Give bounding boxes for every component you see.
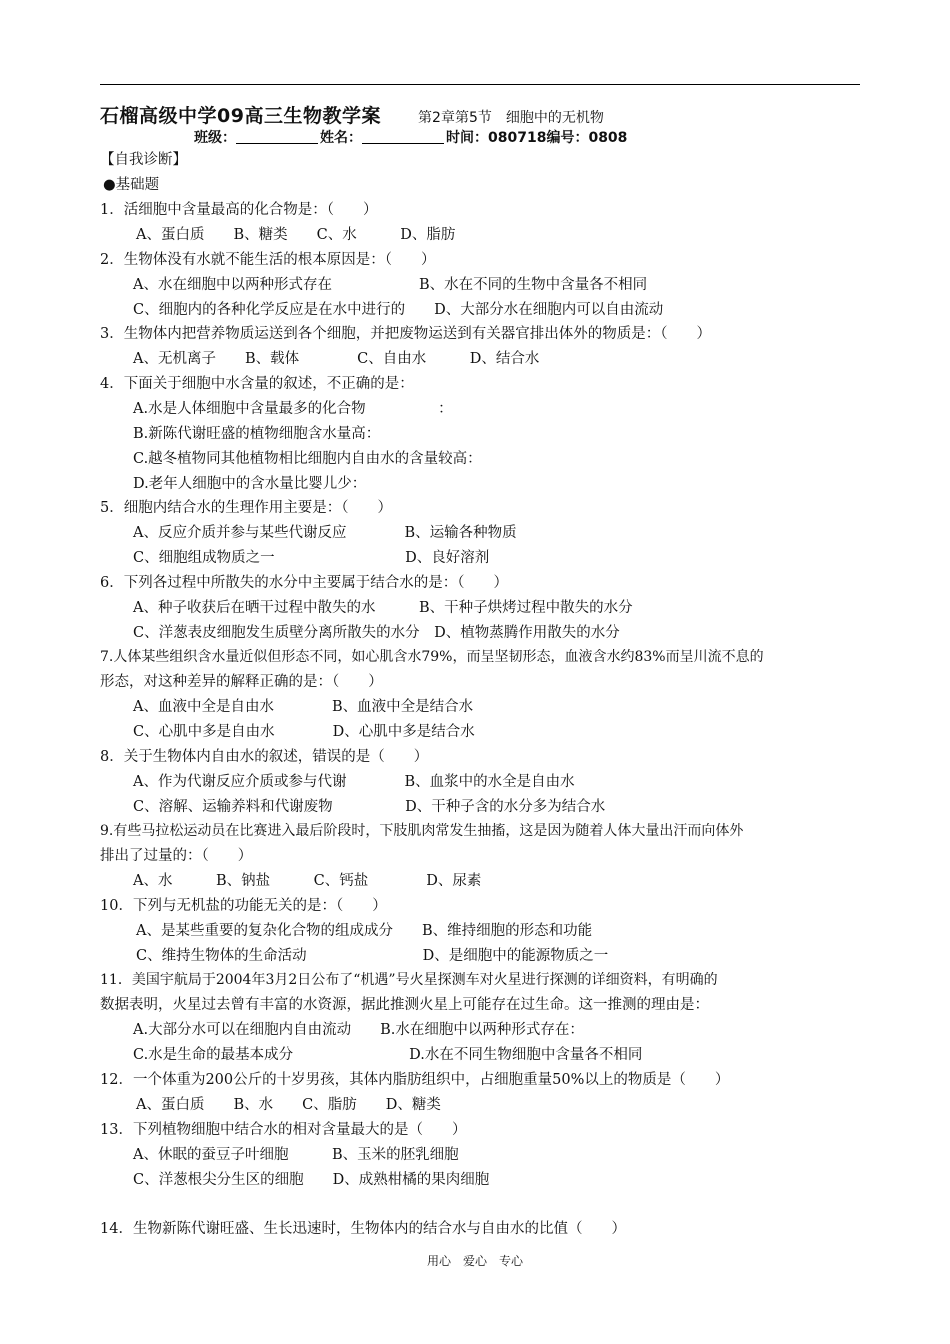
question-line: 11．美国宇航局于2004年3月2日公布了“机遇”号火星探测车对火星进行探测的详细资料，有明确的 [100, 972, 718, 988]
chapter-subtitle: 第2章第5节 细胞中的无机物 [418, 110, 604, 126]
option-line: C、细胞组成物质之一 D、良好溶剂 [133, 550, 490, 566]
question-line: 2．生物体没有水就不能生活的根本原因是：（ ） [100, 252, 436, 268]
option-line: A.大部分水可以在细胞内自由流动 B.水在细胞中以两种形式存在： [133, 1022, 584, 1038]
header-rule [100, 84, 860, 85]
option-line: D.老年人细胞中的含水量比婴儿少： [133, 476, 367, 492]
option-line: C、心肌中多是自由水 D、心肌中多是结合水 [133, 724, 475, 740]
class-label: 班级： [194, 130, 236, 146]
option-line: A、蛋白质 B、水 C、脂肪 D、糖类 [136, 1097, 441, 1113]
option-line: A、无机离子 B、载体 C、自由水 D、结合水 [133, 351, 540, 367]
info-line [194, 127, 627, 147]
option-line: C、溶解、运输养料和代谢废物 D、干种子含的水分多为结合水 [133, 799, 606, 815]
subsection-heading: ●基础题 [103, 177, 160, 193]
option-line: A、水 B、钠盐 C、钙盐 D、尿素 [133, 873, 482, 889]
option-line: A.水是人体细胞中含量最多的化合物 ： [133, 401, 453, 417]
page-footer: 用心 爱心 专心 [426, 1254, 523, 1268]
question-line: 形态，对这种差异的解释正确的是：（ ） [100, 674, 383, 690]
option-line: A、水在细胞中以两种形式存在 B、水在不同的生物中含量各不相同 [133, 277, 648, 293]
option-line: A、种子收获后在晒干过程中散失的水 B、干种子烘烤过程中散失的水分 [133, 600, 633, 616]
option-line: C、洋葱根尖分生区的细胞 D、成熟柑橘的果肉细胞 [133, 1172, 490, 1188]
question-line: 1．活细胞中含量最高的化合物是：（ ） [100, 202, 378, 218]
option-line: C.水是生命的最基本成分 D.水在不同生物细胞中含量各不相同 [133, 1047, 643, 1063]
option-line: A、作为代谢反应介质或参与代谢 B、血浆中的水全是自由水 [133, 774, 575, 790]
name-blank [362, 129, 444, 144]
option-line: C、维持生物体的生命活动 D、是细胞中的能源物质之一 [136, 948, 609, 964]
question-line: 14．生物新陈代谢旺盛、生长迅速时，生物体内的结合水与自由水的比值（ ） [100, 1221, 626, 1237]
question-line: 13．下列植物细胞中结合水的相对含量最大的是（ ） [100, 1122, 467, 1138]
title-line [100, 101, 604, 128]
section-heading: 【自我诊断】 [100, 152, 187, 168]
question-line: 6．下列各过程中所散失的水分中主要属于结合水的是：（ ） [100, 575, 508, 591]
question-line: 12．一个体重为200公斤的十岁男孩，其体内脂肪组织中，占细胞重量50%以上的物质是（ ） [100, 1072, 730, 1088]
option-line: B.新陈代谢旺盛的植物细胞含水量高： [133, 426, 381, 442]
name-label: 姓名： [320, 130, 362, 146]
option-line: C、洋葱表皮细胞发生质壁分离所散失的水分 D、植物蒸腾作用散失的水分 [133, 625, 620, 641]
option-line: A、反应介质并参与某些代谢反应 B、运输各种物质 [133, 525, 517, 541]
option-line: A、休眠的蚕豆子叶细胞 B、玉米的胚乳细胞 [133, 1147, 459, 1163]
question-line: 排出了过量的：（ ） [100, 848, 253, 864]
time-label: 时间：080718 [446, 130, 547, 146]
option-line: A、蛋白质 B、糖类 C、水 D、脂肪 [136, 227, 456, 243]
question-line: 3．生物体内把营养物质运送到各个细胞，并把废物运送到有关器官排出体外的物质是：（ ） [100, 326, 711, 342]
option-line: A、是某些重要的复杂化合物的组成成分 B、维持细胞的形态和功能 [136, 923, 593, 939]
question-line: 数据表明，火星过去曾有丰富的水资源，据此推测火星上可能存在过生命。这一推测的理由是： [100, 997, 709, 1013]
number-label: 编号：0808 [546, 130, 628, 146]
question-line: 5．细胞内结合水的生理作用主要是：（ ） [100, 500, 392, 516]
option-line: C、细胞内的各种化学反应是在水中进行的 D、大部分水在细胞内可以自由流动 [133, 302, 664, 318]
question-line: 8．关于生物体内自由水的叙述，错误的是（ ） [100, 749, 429, 765]
page-title: 石榴高级中学09高三生物教学案 [100, 105, 381, 127]
option-line: C.越冬植物同其他植物相比细胞内自由水的含量较高： [133, 451, 482, 467]
question-line: 4．下面关于细胞中水含量的叙述，不正确的是： [100, 376, 414, 392]
question-line: 10．下列与无机盐的功能无关的是：（ ） [100, 898, 387, 914]
option-line: A、血液中全是自由水 B、血液中全是结合水 [133, 699, 474, 715]
question-line: 7.人体某些组织含水量近似但形态不同，如心肌含水79%，而呈坚韧形态，血液含水约83%而呈川流不息的 [100, 649, 764, 665]
question-line: 9.有些马拉松运动员在比赛进入最后阶段时，下肢肌肉常发生抽搐，这是因为随着人体大量出汗而向体外 [100, 823, 744, 839]
class-blank [236, 129, 318, 144]
